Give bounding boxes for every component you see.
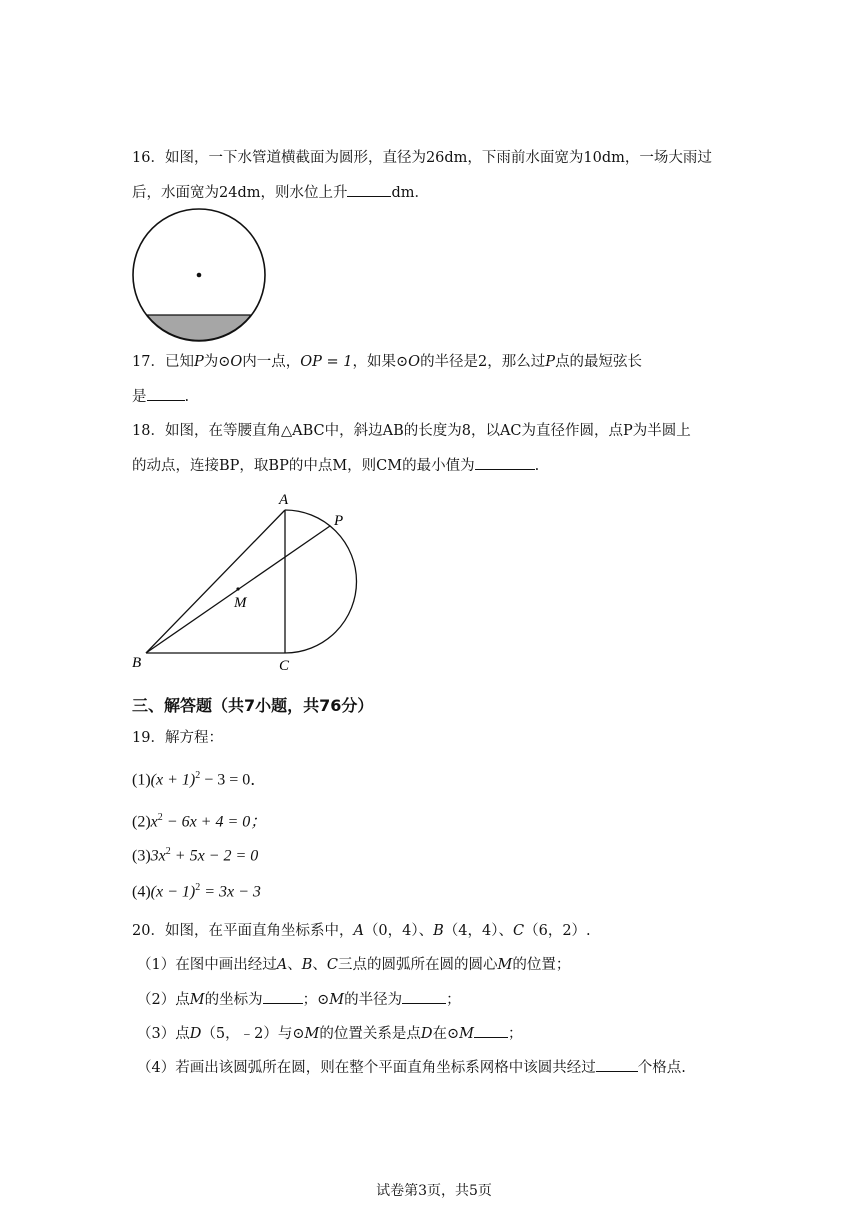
triangle-semicircle-diagram	[128, 486, 368, 676]
section-3-heading: 三、解答题（共7小题，共76分）	[132, 696, 374, 715]
q19-eq3-exp: 2	[165, 846, 171, 857]
q17-circle-o: O	[230, 354, 243, 370]
q20-p4-b: 个格点.	[637, 1060, 686, 1076]
q20-intro	[132, 921, 591, 941]
q20-part3	[137, 1023, 523, 1044]
q18-line2-text: 的动点，连接BP，取BP的中点M，则CM的最小值为	[132, 458, 475, 474]
q19-eq4-label: (4)	[132, 883, 151, 901]
q20-p3-point-d-2: D	[420, 1026, 433, 1042]
q19-eq3-tail: + 5x − 2 = 0	[170, 847, 259, 865]
q17-circle-o-2: O	[408, 354, 421, 370]
q20-part2	[137, 989, 461, 1010]
q19-eq2-label: (2)	[132, 813, 151, 831]
q20-intro-a: 20．如图，在平面直角坐标系中，	[132, 923, 354, 939]
q20-p2-b: 的坐标为	[204, 992, 263, 1008]
midpoint-m	[236, 587, 239, 590]
q16-line1: 16．如图，一下水管道横截面为圆形，直径为26dm，下雨前水面宽为10dm，一场大雨过	[132, 150, 712, 166]
q19-eq2-base: x	[150, 813, 158, 831]
q20-p1-point-b: B	[301, 957, 313, 973]
q20-point-b: B	[433, 923, 444, 939]
q19-eq4-base: (x − 1)	[150, 883, 196, 901]
q20-p1-e: 的位置；	[512, 957, 571, 973]
segment-ab	[146, 510, 285, 653]
q20-position-blank[interactable]	[474, 1023, 508, 1038]
q19-eq1-tail: − 3 = 0．	[200, 771, 267, 789]
q20-p3-point-d: D	[189, 1026, 202, 1042]
q19-eq4-exp: 2	[195, 882, 201, 893]
q17-text-f: 点的最短弦长	[555, 354, 643, 370]
q17-answer-blank[interactable]	[147, 386, 185, 401]
q19-eq3-label: (3)	[132, 847, 151, 865]
q17-text-a: 17．已知	[132, 354, 194, 370]
q19-eq1	[132, 766, 266, 790]
label-m: M	[234, 595, 247, 611]
q20-p1-a: （1）在图中画出经过	[137, 957, 277, 973]
q20-p1-b: 、	[287, 957, 302, 973]
q17-point-p: P	[193, 354, 204, 370]
q19-eq2-tail: − 6x + 4 = 0；	[162, 813, 267, 831]
q16-line2	[132, 182, 429, 203]
water-region	[147, 315, 251, 340]
q20-point-a: A	[353, 923, 364, 939]
q17-text-c: 内一点，	[242, 354, 301, 370]
q17-op-equation: OP = 1	[300, 354, 353, 370]
q17-line1	[132, 352, 642, 372]
q20-intro-c: （4，4）、	[443, 923, 513, 939]
q20-p2-d: 的半径为	[344, 992, 403, 1008]
q19-eq4	[132, 878, 261, 902]
page-footer: 试卷第3页，共5页	[376, 1183, 492, 1199]
q20-p3-circle-m: M	[304, 1026, 320, 1042]
q20-p3-b: （5，﹣2）与⊙	[201, 1026, 305, 1042]
q20-part1	[137, 955, 570, 975]
q20-p3-circle-m-2: M	[459, 1026, 474, 1042]
q20-p2-c: ；⊙	[302, 992, 330, 1008]
q17-period: .	[184, 389, 190, 405]
q20-p1-d: 三点的圆弧所在圆的圆心	[337, 957, 498, 973]
q19-eq4-tail: = 3x − 3	[200, 883, 261, 901]
q20-p1-point-c: C	[326, 957, 338, 973]
q19-title: 19．解方程：	[132, 730, 223, 746]
q20-part4	[137, 1057, 686, 1078]
q20-p1-point-a: A	[276, 957, 288, 973]
pipe-cross-section-diagram	[128, 208, 270, 346]
q20-point-c: C	[513, 923, 525, 939]
q17-text-e: 的半径是2，那么过	[420, 354, 546, 370]
label-b: B	[132, 655, 142, 671]
q16-unit: dm．	[391, 185, 430, 201]
center-point	[197, 273, 202, 278]
q17-point-p-2: P	[545, 354, 556, 370]
q20-p3-c: 的位置关系是点	[319, 1026, 421, 1042]
q20-intro-d: （6，2）.	[524, 923, 591, 939]
q16-line2-text: 后，水面宽为24dm，则水位上升	[132, 185, 348, 201]
q19-eq3-base: 3x	[150, 847, 166, 865]
q16-answer-blank[interactable]	[347, 182, 391, 197]
q17-text-d: ，如果⊙	[352, 354, 409, 370]
q20-coordinate-blank[interactable]	[263, 989, 303, 1004]
q20-p2-point-m: M	[189, 992, 205, 1008]
q17-text-b: 为⊙	[203, 354, 231, 370]
q20-p1-c: 、	[312, 957, 327, 973]
q19-eq1-exp: 2	[195, 770, 201, 781]
q19-eq1-base: (x + 1)	[150, 771, 196, 789]
q20-p2-a: （2）点	[137, 992, 190, 1008]
label-p: P	[334, 513, 344, 529]
q17-text-g: 是	[132, 389, 147, 405]
q20-p3-e: ；	[508, 1026, 523, 1042]
q20-p3-d: 在⊙	[432, 1026, 460, 1042]
q20-p1-point-m: M	[497, 957, 513, 973]
q20-lattice-count-blank[interactable]	[596, 1057, 638, 1072]
q19-eq2	[132, 808, 266, 832]
q17-line2	[132, 386, 189, 407]
q18-line1: 18．如图，在等腰直角△ABC中，斜边AB的长度为8，以AC为直径作圆，点P为半圆上	[132, 423, 691, 439]
semicircle-arc	[285, 510, 357, 653]
q20-radius-blank[interactable]	[402, 989, 446, 1004]
q18-line2	[132, 455, 539, 476]
label-c: C	[279, 658, 290, 674]
q18-period: .	[534, 458, 540, 474]
q20-p3-a: （3）点	[137, 1026, 190, 1042]
q20-p2-e: ；	[446, 992, 461, 1008]
q19-eq2-exp: 2	[157, 812, 163, 823]
q19-eq1-label: (1)	[132, 771, 151, 789]
q20-intro-b: （0，4）、	[363, 923, 434, 939]
q20-p4-a: （4）若画出该圆弧所在圆，则在整个平面直角坐标系网格中该圆共经过	[137, 1060, 596, 1076]
q19-eq3	[132, 842, 258, 866]
label-a: A	[279, 492, 289, 508]
q18-answer-blank[interactable]	[475, 455, 535, 470]
q20-p2-circle-m: M	[329, 992, 345, 1008]
